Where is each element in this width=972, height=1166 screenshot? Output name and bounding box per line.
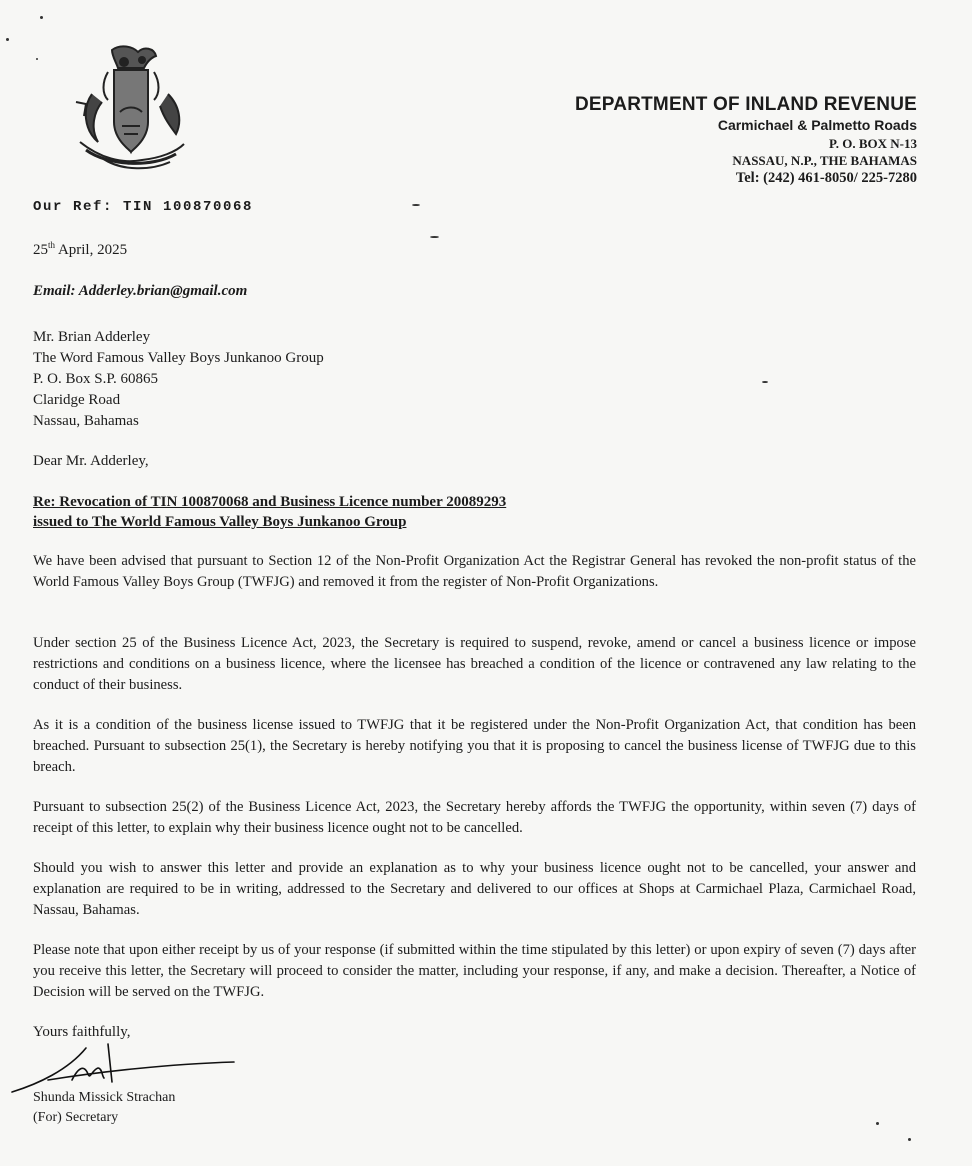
date-day: 25 [33, 242, 48, 258]
date-suffix: th [48, 240, 56, 250]
salutation: Dear Mr. Adderley, [33, 453, 149, 469]
department-po-box: P. O. BOX N-13 [829, 136, 917, 151]
scan-speck [36, 58, 38, 60]
scan-speck [40, 16, 43, 19]
department-street: Carmichael & Palmetto Roads [717, 117, 917, 133]
body-paragraph-1: We have been advised that pursuant to Section 12 of the Non-Profit Organization Act the Registrar General has revoked the non-profit status of the World Famous Valley Boys Group (TWFJG) and removed it from the register of Non-Profit Organizations. [33, 553, 916, 590]
body-paragraph-2: Under section 25 of the Business Licence Act, 2023, the Secretary is required to suspend, revoke, amend or cancel a business licence or impose restrictions and conditions on a business licence, where the licensee has breached a condition of the licence or contravened any law relating to the conduct of their business. [33, 635, 916, 693]
recipient-organization: The Word Famous Valley Boys Junkanoo Group [33, 350, 324, 366]
reference-number: Our Ref: TIN 100870068 [33, 199, 254, 215]
department-name: DEPARTMENT OF INLAND REVENUE [575, 94, 917, 115]
recipient-city: Nassau, Bahamas [33, 413, 139, 429]
scan-speck [6, 38, 9, 41]
signer-title: (For) Secretary [33, 1110, 119, 1125]
letterhead [575, 94, 917, 188]
subject-line-2: issued to The World Famous Valley Boys Junkanoo Group [33, 514, 407, 530]
scan-speck [908, 1138, 911, 1141]
scan-speck [412, 204, 420, 206]
coat-of-arms-emblem [72, 42, 190, 177]
recipient-road: Claridge Road [33, 392, 121, 408]
body-paragraph-4: Pursuant to subsection 25(2) of the Business Licence Act, 2023, the Secretary hereby affords the TWFJG the opportunity, within seven (7) days of receipt of this letter, to explain why their business licence ought not to be cancelled. [33, 799, 916, 836]
recipient-address [33, 327, 324, 432]
recipient-name: Mr. Brian Adderley [33, 329, 151, 345]
department-city: NASSAU, N.P., THE BAHAMAS [732, 153, 917, 168]
recipient-po-box: P. O. Box S.P. 60865 [33, 371, 159, 387]
recipient-email: Email: Adderley.brian@gmail.com [33, 283, 248, 299]
scan-speck [762, 381, 768, 383]
body-paragraph-5: Should you wish to answer this letter and provide an explanation as to why your business licence ought not to be cancelled, your answer and explanation are required to be in writing, addressed to the Secretary and delivered to our offices at Shops at Carmichael Plaza, Carmichael Road, Nassau, Bahamas. [33, 860, 916, 918]
body-paragraph-3: As it is a condition of the business license issued to TWFJG that it be registered under the Non-Profit Organization Act, that condition has been breached. Pursuant to subsection 25(1), the Secretary is hereby notifying you that it is proposing to cancel the business license of TWFJG due to this breach. [33, 717, 916, 775]
subject-line [33, 492, 506, 532]
scan-speck [430, 236, 439, 238]
closing: Yours faithfully, [33, 1024, 131, 1040]
signer-name: Shunda Missick Strachan [33, 1090, 176, 1105]
department-telephone: Tel: (242) 461-8050/ 225-7280 [735, 170, 917, 186]
letter-date [33, 240, 127, 259]
date-rest: April, 2025 [55, 242, 128, 258]
subject-line-1: Re: Revocation of TIN 100870068 and Business Licence number 20089293 [33, 494, 507, 510]
scan-speck [876, 1122, 879, 1125]
body-paragraph-6: Please note that upon either receipt by us of your response (if submitted within the time stipulated by this letter) or upon expiry of seven (7) days after you receive this letter, the Secretary will proceed to consider the matter, including your response, if any, and make a decision. Thereafter, a Notice of Decision will be served on the TWFJG. [33, 942, 916, 1000]
signer-block [33, 1088, 175, 1128]
